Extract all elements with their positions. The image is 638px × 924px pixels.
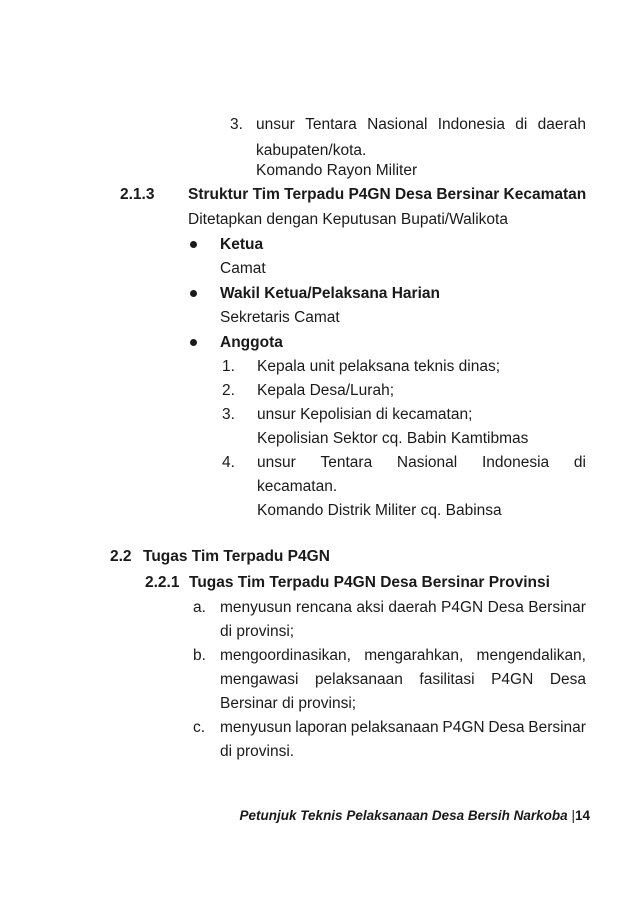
- justified-line: [257, 453, 586, 473]
- list-number: 2.: [222, 382, 235, 399]
- word: menyusun: [220, 599, 292, 616]
- word: unsur: [257, 454, 296, 471]
- section-title: Tugas Tim Terpadu P4GN: [143, 548, 330, 565]
- footer-title: Petunjuk Teknis Pelaksanaan Desa Bersih Narkoba: [239, 808, 568, 823]
- list-text: Kepala unit pelaksana teknis dinas;: [257, 358, 500, 375]
- justified-line: [256, 115, 586, 135]
- word: Nasional: [396, 454, 458, 471]
- bullet-icon: [190, 290, 197, 297]
- justified-line: [220, 718, 586, 738]
- justified-line: [220, 598, 586, 618]
- bullet-icon: [190, 339, 197, 346]
- word: P4GN: [491, 671, 534, 688]
- bullet-icon: [190, 241, 197, 248]
- list-text: Bersinar di provinsi;: [220, 695, 357, 712]
- section-number: 2.2.1: [145, 574, 180, 591]
- list-number: 4.: [222, 454, 235, 471]
- word: P4GN: [442, 719, 485, 736]
- word: laporan: [295, 719, 347, 736]
- page-footer: [240, 808, 590, 823]
- list-text: Kepala Desa/Lurah;: [257, 382, 395, 399]
- word: mengoordinasikan,: [220, 647, 351, 664]
- word: pelaksanaan: [314, 671, 403, 688]
- list-letter: b.: [193, 647, 206, 664]
- word: Tentara: [320, 454, 373, 471]
- word: mengarahkan,: [364, 647, 464, 664]
- list-number: 3.: [222, 406, 235, 423]
- word: Desa: [488, 719, 525, 736]
- word: mengawasi: [220, 671, 299, 688]
- list-text: di provinsi;: [220, 623, 295, 640]
- word: di: [573, 454, 586, 471]
- word: aksi: [356, 599, 384, 616]
- role-value: Sekretaris Camat: [220, 309, 340, 326]
- role-label: Anggota: [220, 334, 283, 351]
- word: fasilitasi: [419, 671, 475, 688]
- word: Bersinar: [528, 599, 586, 616]
- word: Desa: [487, 599, 524, 616]
- word: Desa: [549, 671, 586, 688]
- word: di: [515, 116, 528, 133]
- list-subtext: Kepolisian Sektor cq. Babin Kamtibmas: [257, 430, 529, 447]
- list-text: unsur Kepolisian di kecamatan;: [257, 406, 473, 423]
- list-number: 1.: [222, 358, 235, 375]
- justified-line: [220, 646, 586, 666]
- footer-separator: |: [571, 808, 575, 823]
- word: pelaksanaan: [350, 719, 439, 736]
- word: daerah: [537, 116, 586, 133]
- word: daerah: [388, 599, 437, 616]
- word: Indonesia: [481, 454, 550, 471]
- list-letter: c.: [193, 719, 206, 736]
- word: Nasional: [367, 116, 428, 133]
- word: Tentara: [305, 116, 357, 133]
- list-letter: a.: [193, 599, 206, 616]
- section-title: Struktur Tim Terpadu P4GN Desa Bersinar Kecamatan: [188, 186, 587, 203]
- word: rencana: [295, 599, 352, 616]
- word: Indonesia: [437, 116, 505, 133]
- section-number: 2.2: [110, 548, 132, 565]
- word: Bersinar: [528, 719, 586, 736]
- list-subtext: Komando Rayon Militer: [256, 162, 418, 179]
- section-number: 2.1.3: [120, 186, 155, 203]
- word: menyusun: [220, 719, 292, 736]
- role-label: Ketua: [220, 236, 264, 253]
- role-label: Wakil Ketua/Pelaksana Harian: [220, 285, 440, 302]
- list-text: kecamatan.: [257, 478, 338, 495]
- section-title: Tugas Tim Terpadu P4GN Desa Bersinar Provinsi: [189, 574, 550, 591]
- list-text: kabupaten/kota.: [256, 142, 367, 159]
- role-value: Camat: [220, 260, 266, 277]
- word: mengendalikan,: [476, 647, 586, 664]
- list-subtext: Komando Distrik Militer cq. Babinsa: [257, 502, 502, 519]
- section-intro: Ditetapkan dengan Keputusan Bupati/Walikota: [188, 211, 508, 228]
- list-text: di provinsi.: [220, 743, 295, 760]
- word: P4GN: [441, 599, 484, 616]
- list-number: 3.: [230, 116, 243, 133]
- word: unsur: [256, 116, 295, 133]
- justified-line: [220, 670, 586, 690]
- page-number: 14: [574, 808, 590, 823]
